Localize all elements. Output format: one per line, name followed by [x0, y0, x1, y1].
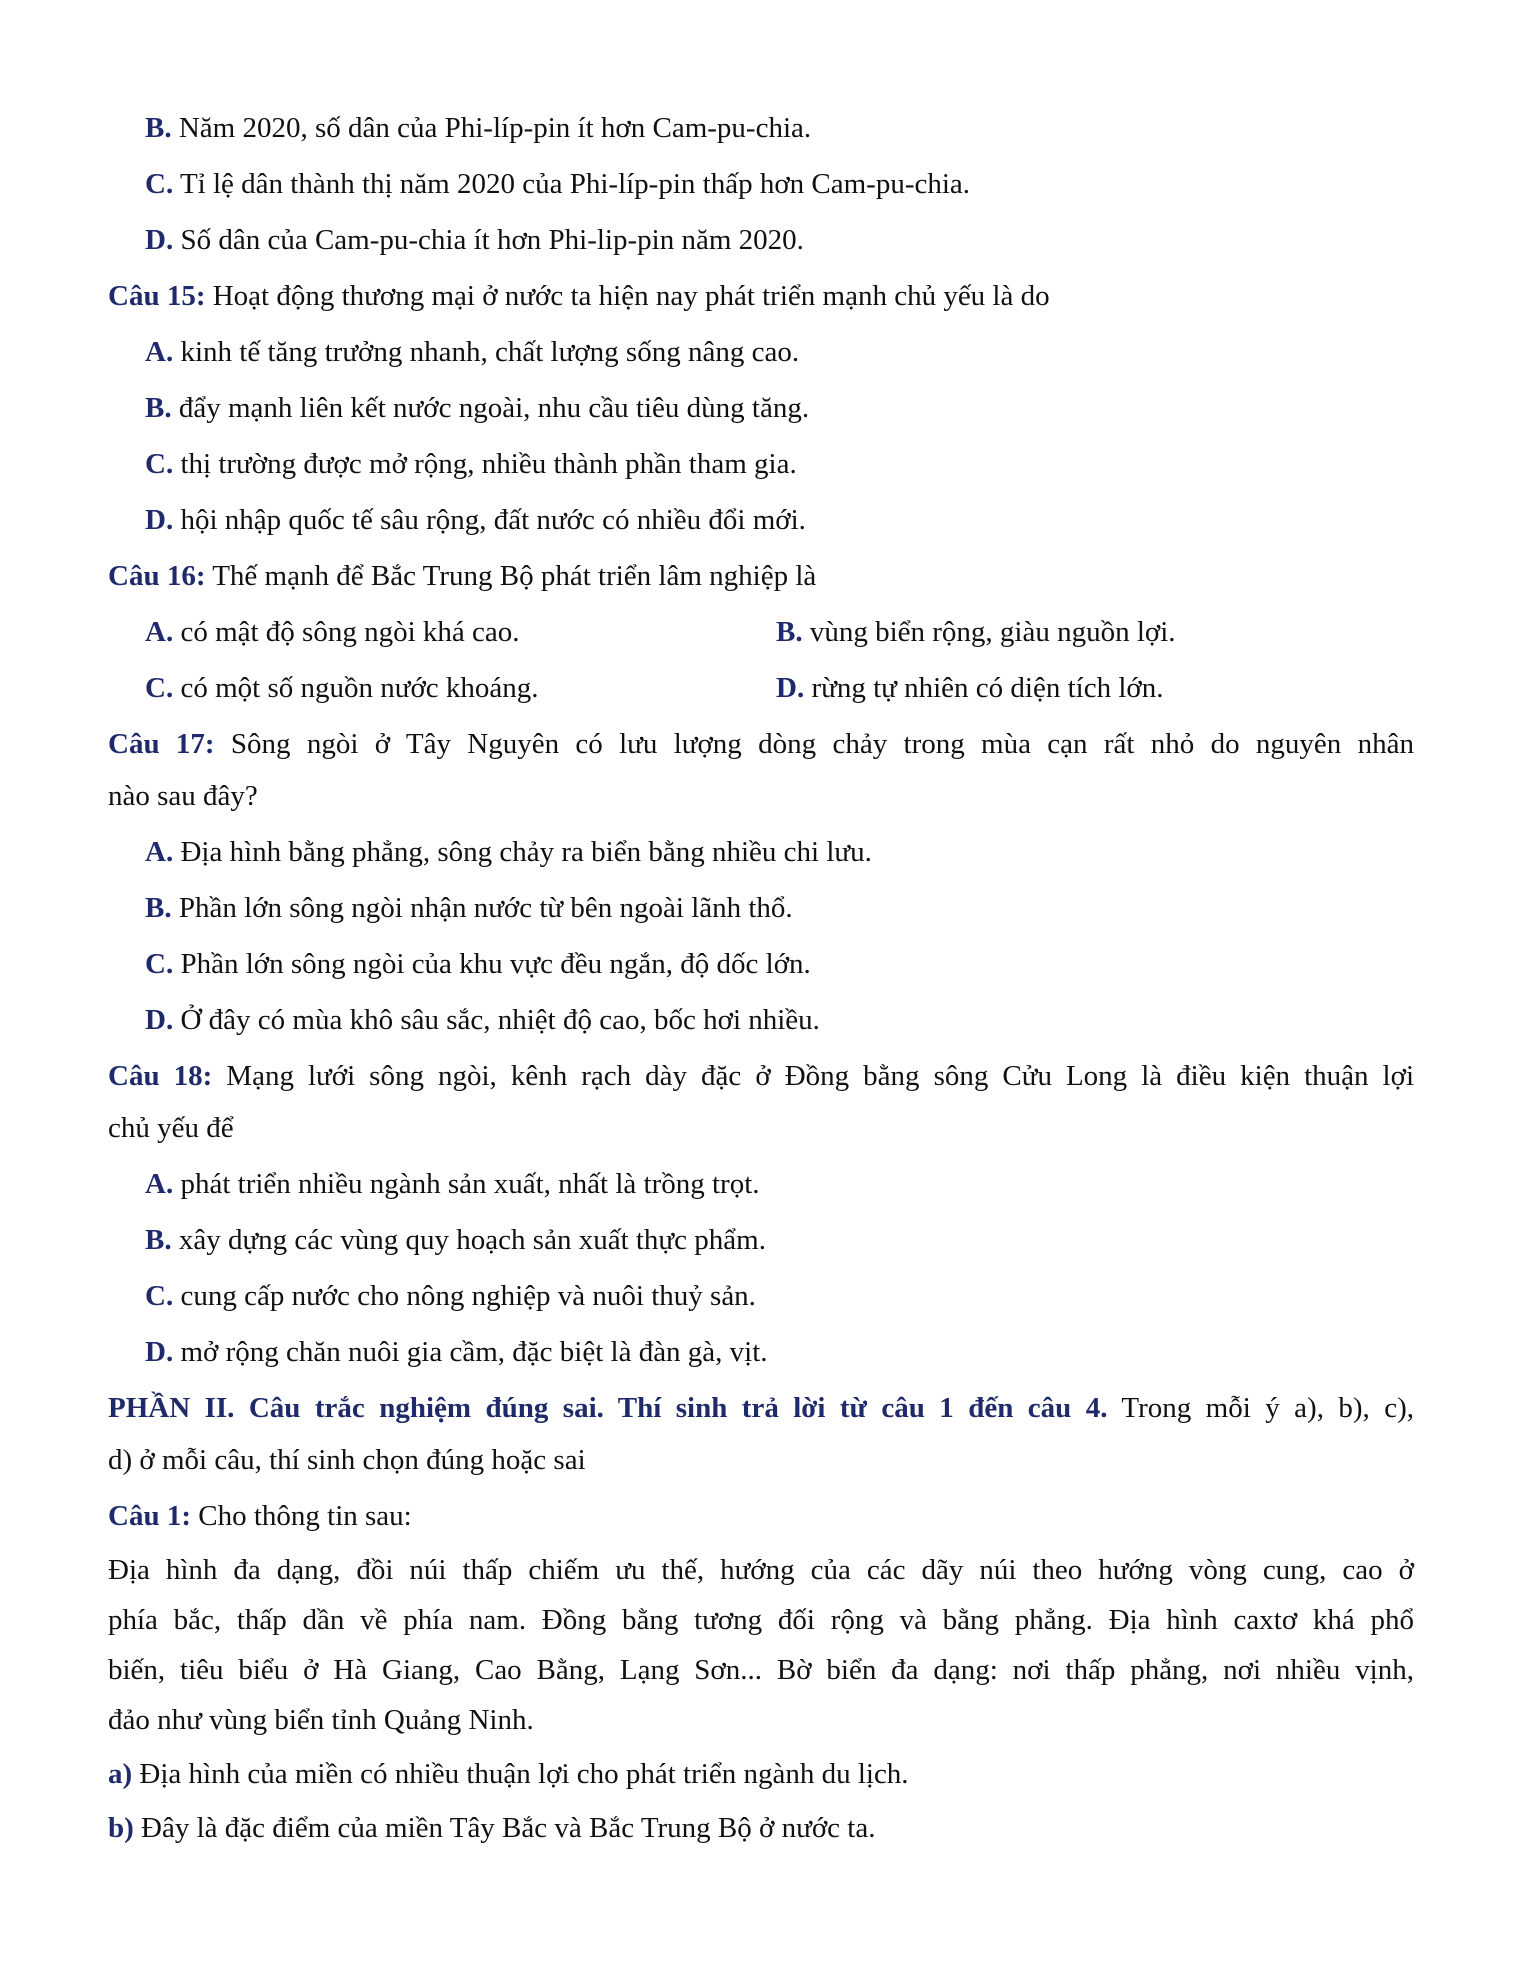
q17-option-a — [145, 834, 872, 870]
option-text: Tỉ lệ dân thành thị năm 2020 của Phi-líp-pin thấp hơn Cam-pu-chia. — [179, 168, 971, 200]
statement-b — [108, 1810, 875, 1846]
q17-option-c — [145, 946, 811, 982]
option-text: rừng tự nhiên có diện tích lớn. — [811, 672, 1164, 704]
q18-option-d — [145, 1334, 768, 1370]
question-label: Câu 17: — [108, 728, 215, 760]
q15-option-b — [145, 390, 809, 426]
q15-option-c — [145, 446, 797, 482]
statement-text: Đây là đặc điểm của miền Tây Bắc và Bắc Trung Bộ ở nước ta. — [141, 1812, 876, 1844]
question-text: Hoạt động thương mại ở nước ta hiện nay phát triển mạnh chủ yếu là do — [212, 280, 1050, 312]
section-heading: PHẦN II. Câu trắc nghiệm đúng sai. Thí sinh trả lời từ câu 1 đến câu 4. — [108, 1392, 1108, 1424]
option-label: A. — [145, 336, 174, 368]
statement-text: Địa hình của miền có nhiều thuận lợi cho phát triển ngành du lịch. — [139, 1758, 909, 1790]
question-17 — [108, 726, 1414, 762]
option-text: xây dựng các vùng quy hoạch sản xuất thực phẩm. — [178, 1224, 766, 1256]
option-label: C. — [145, 672, 174, 704]
option-text: cung cấp nước cho nông nghiệp và nuôi thuỷ sản. — [180, 1280, 756, 1312]
q18-option-b — [145, 1222, 766, 1258]
q16-option-b — [776, 614, 1176, 650]
question-text: Thế mạnh để Bắc Trung Bộ phát triển lâm nghiệp là — [212, 560, 817, 592]
option-text: hội nhập quốc tế sâu rộng, đất nước có nhiều đổi mới. — [180, 504, 806, 536]
option-label: A. — [145, 836, 174, 868]
option-b-prev — [145, 110, 811, 146]
part2-heading — [108, 1390, 1414, 1426]
option-text: phát triển nhiều ngành sản xuất, nhất là trồng trọt. — [180, 1168, 760, 1200]
question-label: Câu 18: — [108, 1060, 213, 1092]
statement-a — [108, 1756, 909, 1792]
option-label: B. — [145, 1224, 172, 1256]
section-instruction: d) ở mỗi câu, thí sinh chọn đúng hoặc sai — [108, 1444, 586, 1476]
option-text: Phần lớn sông ngòi của khu vực đều ngắn, độ dốc lớn. — [180, 948, 811, 980]
option-text: mở rộng chăn nuôi gia cầm, đặc biệt là đàn gà, vịt. — [180, 1336, 768, 1368]
statement-label: a) — [108, 1758, 133, 1790]
option-text: Địa hình bằng phẳng, sông chảy ra biển bằng nhiều chi lưu. — [180, 836, 872, 868]
option-text: vùng biển rộng, giàu nguồn lợi. — [809, 616, 1176, 648]
question-text: chủ yếu để — [108, 1112, 234, 1144]
option-text: kinh tế tăng trưởng nhanh, chất lượng sống nâng cao. — [180, 336, 800, 368]
passage-line: Địa hình đa dạng, đồi núi thấp chiếm ưu thế, hướng của các dãy núi theo hướng vòng cung, cao ở — [108, 1554, 1414, 1586]
part2-instruction-cont — [108, 1442, 586, 1478]
passage-line: biến, tiêu biểu ở Hà Giang, Cao Bằng, Lạng Sơn... Bờ biển đa dạng: nơi thấp phẳng, nơi nhiều vịnh, — [108, 1654, 1414, 1686]
option-text: có một số nguồn nước khoáng. — [180, 672, 539, 704]
q16-option-a — [145, 614, 520, 650]
option-label: D. — [145, 1004, 174, 1036]
q17-option-d — [145, 1002, 820, 1038]
question-label: Câu 15: — [108, 280, 206, 312]
option-text: thị trường được mở rộng, nhiều thành phần tham gia. — [180, 448, 797, 480]
option-label: C. — [145, 448, 174, 480]
q18-option-a — [145, 1166, 760, 1202]
q17-option-b — [145, 890, 793, 926]
question-17-cont — [108, 778, 258, 814]
question-18-cont — [108, 1110, 234, 1146]
section-instruction: Trong mỗi ý a), b), c), — [1121, 1392, 1414, 1424]
option-label: B. — [776, 616, 803, 648]
question-label: Câu 16: — [108, 560, 206, 592]
q15-option-a — [145, 334, 799, 370]
option-label: B. — [145, 392, 172, 424]
option-label: D. — [145, 1336, 174, 1368]
option-c-prev — [145, 166, 970, 202]
option-text: có mật độ sông ngòi khá cao. — [180, 616, 520, 648]
option-label: D. — [145, 224, 174, 256]
option-text: đẩy mạnh liên kết nước ngoài, nhu cầu tiêu dùng tăng. — [178, 392, 810, 424]
part2-question-1 — [108, 1498, 412, 1534]
option-label: D. — [145, 504, 174, 536]
question-18 — [108, 1058, 1414, 1094]
option-d-prev — [145, 222, 804, 258]
q18-option-c — [145, 1278, 756, 1314]
question-text: Mạng lưới sông ngòi, kênh rạch dày đặc ở Đồng bằng sông Cửu Long là điều kiện thuận lợi — [226, 1060, 1414, 1092]
option-text: Ở đây có mùa khô sâu sắc, nhiệt độ cao, bốc hơi nhiều. — [180, 1004, 820, 1036]
q16-option-d — [776, 670, 1163, 706]
question-text: nào sau đây? — [108, 780, 258, 812]
option-text: Số dân của Cam-pu-chia ít hơn Phi-lip-pin năm 2020. — [180, 224, 804, 256]
option-label: A. — [145, 616, 174, 648]
q15-option-d — [145, 502, 806, 538]
question-16 — [108, 558, 816, 594]
passage-line: đảo như vùng biển tỉnh Quảng Ninh. — [108, 1704, 534, 1736]
option-label: B. — [145, 112, 172, 144]
question-text: Sông ngòi ở Tây Nguyên có lưu lượng dòng chảy trong mùa cạn rất nhỏ do nguyên nhân — [230, 728, 1414, 760]
q16-option-c — [145, 670, 539, 706]
option-text: Năm 2020, số dân của Phi-líp-pin ít hơn Cam-pu-chia. — [178, 112, 812, 144]
question-label: Câu 1: — [108, 1500, 191, 1532]
question-15 — [108, 278, 1050, 314]
question-text: Cho thông tin sau: — [198, 1500, 412, 1532]
option-label: C. — [145, 1280, 174, 1312]
option-label: D. — [776, 672, 805, 704]
option-label: A. — [145, 1168, 174, 1200]
option-label: B. — [145, 892, 172, 924]
option-text: Phần lớn sông ngòi nhận nước từ bên ngoài lãnh thổ. — [178, 892, 793, 924]
option-label: C. — [145, 948, 174, 980]
passage-line: phía bắc, thấp dần về phía nam. Đồng bằng tương đối rộng và bằng phẳng. Địa hình caxtơ khá phổ — [108, 1604, 1414, 1636]
statement-label: b) — [108, 1812, 134, 1844]
option-label: C. — [145, 168, 174, 200]
